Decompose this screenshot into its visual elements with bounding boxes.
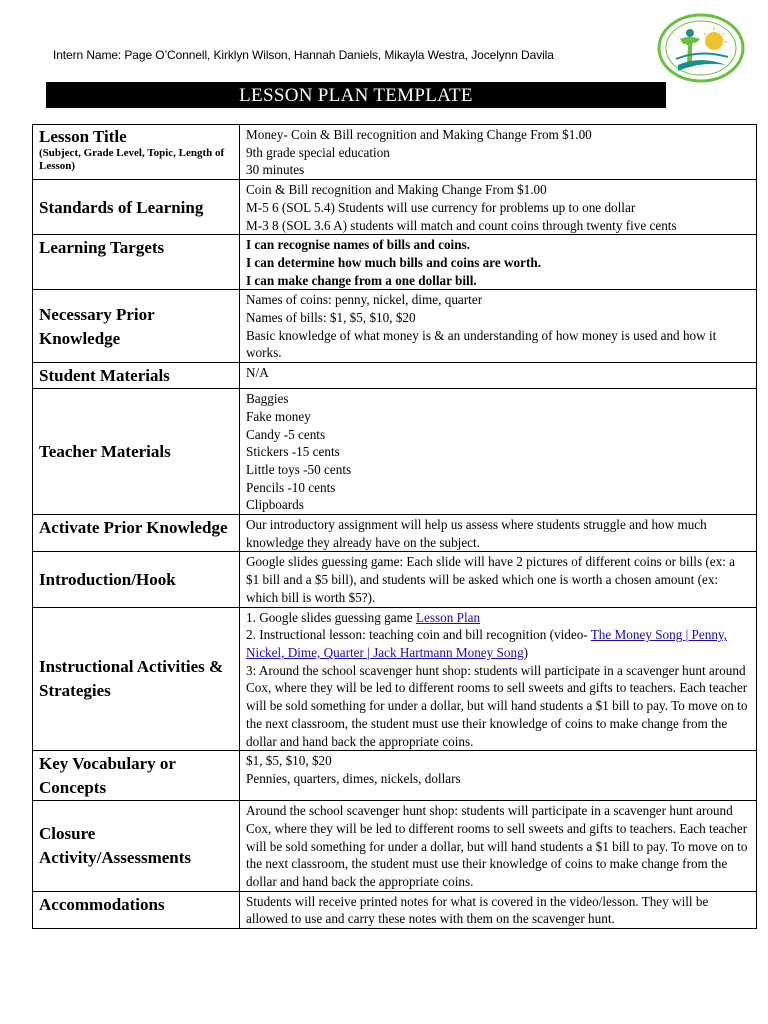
text-line: $1, $5, $10, $20 (246, 753, 332, 769)
vocabulary-content (240, 751, 757, 801)
text-line: Coin & Bill recognition and Making Change From $1.00 (246, 182, 547, 198)
instructional-label: Instructional Activities & Strategies (33, 607, 240, 751)
row-vocabulary (33, 751, 757, 801)
list-item: Baggies (246, 391, 289, 407)
activate-prior-content: Our introductory assignment will help us assess where students struggle and how much knowledge they already have on the subject. (240, 515, 757, 552)
list-item: Stickers -15 cents (246, 444, 340, 460)
learning-targets-content (240, 235, 757, 290)
text-line: Names of bills: $1, $5, $10, $20 (246, 310, 416, 326)
activity-2-text: 2. Instructional lesson: teaching coin and bill recognition (video- (246, 627, 591, 643)
text-line: Basic knowledge of what money is & an understanding of how money is used and how it works. (246, 327, 717, 361)
row-teacher-materials (33, 389, 757, 515)
text-line: I can determine how much bills and coins are worth. (246, 254, 542, 270)
row-instructional (33, 607, 757, 751)
vocabulary-label: Key Vocabulary or Concepts (33, 751, 240, 801)
row-accommodations (33, 891, 757, 928)
student-materials-label: Student Materials (33, 363, 240, 389)
row-standards (33, 180, 757, 235)
money-song-video-link[interactable]: The Money Song | Penny, Nickel, Dime, Quarter | Jack Hartmann Money Song (246, 627, 727, 660)
text-line: Pennies, quarters, dimes, nickels, dollars (246, 770, 461, 786)
text-line: Money- Coin & Bill recognition and Making Change From $1.00 (246, 127, 592, 142)
row-activate-prior (33, 515, 757, 552)
student-materials-content: N/A (240, 363, 757, 389)
text-line: M-5 6 (SOL 5.4) Students will use currency for problems up to one dollar (246, 199, 636, 215)
lesson-plan-table (32, 124, 757, 929)
lesson-title-content (240, 125, 757, 180)
row-learning-targets (33, 235, 757, 290)
text-line: 9th grade special education (246, 144, 390, 160)
activity-2-suffix: ) (523, 644, 529, 660)
row-student-materials (33, 363, 757, 389)
activity-1-text: 1. Google slides guessing game (246, 609, 416, 625)
learning-targets-label: Learning Targets (33, 235, 240, 290)
row-intro-hook (33, 552, 757, 607)
closure-content: Around the school scavenger hunt shop: students will participate in a scavenger hunt around Cox, where they will be led to different rooms to sell sweets and gifts to teachers. Each teacher will be sold something for under a dollar, but will hand students a $1 bill to pay. To move on to the next classroom, the student must use their knowledge of coins to make change from the dollar and hand back the appropriate coins. (240, 801, 757, 892)
row-lesson-title (33, 125, 757, 180)
row-closure (33, 801, 757, 892)
label-cell (33, 125, 240, 180)
teacher-materials-content (240, 389, 757, 515)
accommodations-content: Students will receive printed notes for what is covered in the video/lesson. They will be allowed to use and carry these notes with them on the scavenger hunt. (240, 891, 757, 928)
standards-content (240, 180, 757, 235)
list-item: Pencils -10 cents (246, 479, 336, 495)
instructional-content (240, 607, 757, 751)
standards-label: Standards of Learning (33, 180, 240, 235)
prior-knowledge-content (240, 290, 757, 363)
list-item: Little toys -50 cents (246, 461, 352, 477)
lesson-title-sublabel: (Subject, Grade Level, Topic, Length of Lesson) (39, 147, 225, 172)
text-line: I can recognise names of bills and coins. (246, 237, 470, 253)
list-item: Fake money (246, 408, 311, 424)
school-logo (656, 13, 746, 83)
intro-hook-label: Introduction/Hook (33, 552, 240, 607)
activity-2 (246, 626, 750, 661)
text-line: Names of coins: penny, nickel, dime, quarter (246, 292, 483, 308)
activity-3: 3: Around the school scavenger hunt shop: students will participate in a scavenger hunt around Cox, where they will be led to different rooms to sell sweets and gifts to teachers. Each teacher will be sold something for under a dollar, but will hand students a $1 bill to pay. To move on to the next classroom, the student must use their knowledge of coins to make change from the dollar and hand back the appropriate coins. (246, 662, 748, 749)
text-line: 30 minutes (246, 162, 305, 178)
text-line: I can make change from a one dollar bill. (246, 272, 477, 288)
teacher-materials-label: Teacher Materials (33, 389, 240, 515)
list-item: Clipboards (246, 497, 304, 513)
document-title-banner: LESSON PLAN TEMPLATE (46, 82, 666, 108)
activity-1 (246, 609, 750, 627)
lesson-title-label: Lesson Title (39, 127, 127, 146)
prior-knowledge-label: Necessary Prior Knowledge (33, 290, 240, 363)
accommodations-label: Accommodations (33, 891, 240, 928)
list-item: Candy -5 cents (246, 426, 326, 442)
row-prior-knowledge (33, 290, 757, 363)
intern-names: Intern Name: Page O’Connell, Kirklyn Wilson, Hannah Daniels, Mikayla Westra, Jocelynn Davila (53, 48, 554, 62)
activate-prior-label: Activate Prior Knowledge (33, 515, 240, 552)
intro-hook-content: Google slides guessing game: Each slide will have 2 pictures of different coins or bills (ex: a $1 bill and a $5 bill), and students will be asked which one is worth a chosen amount (ex: which bill is worth $5?). (240, 552, 757, 607)
text-line: M-3 8 (SOL 3.6 A) students will match and count coins through twenty five cents (246, 217, 677, 233)
lesson-plan-link[interactable]: Lesson Plan (415, 609, 481, 625)
closure-label: Closure Activity/Assessments (33, 801, 240, 892)
